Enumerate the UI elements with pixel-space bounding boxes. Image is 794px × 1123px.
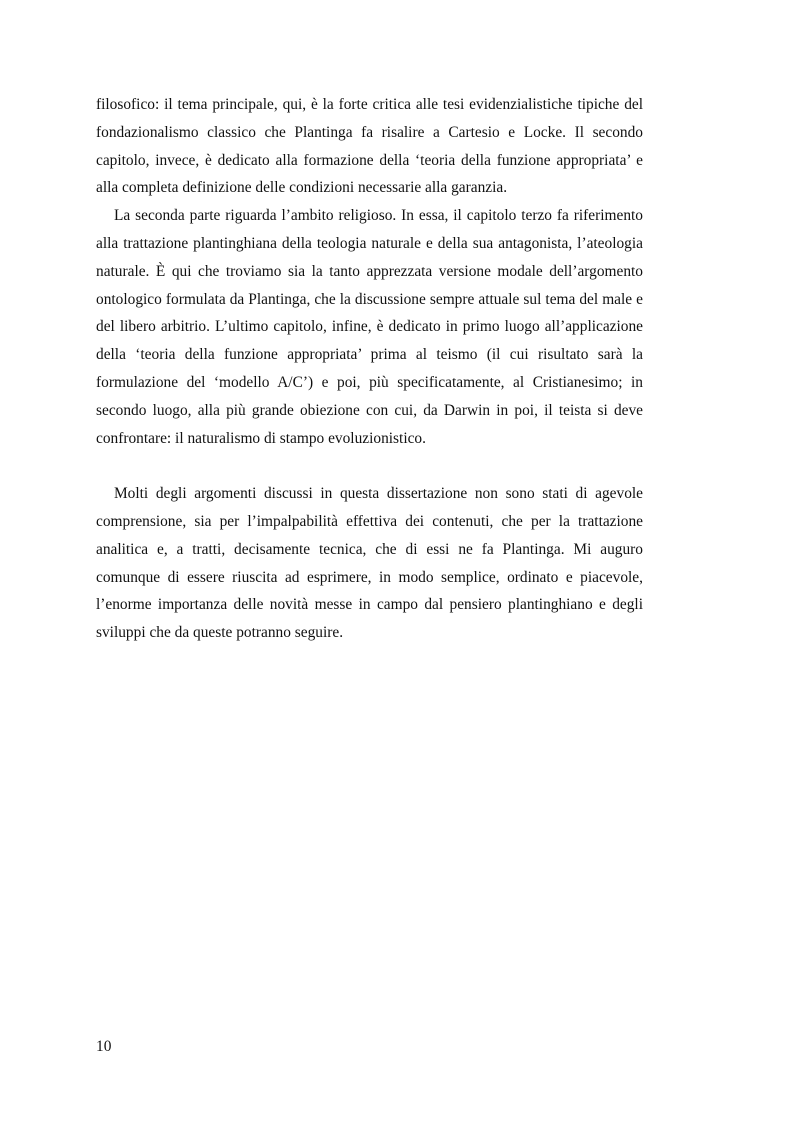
paragraph-continuation: filosofico: il tema principale, qui, è la forte critica alle tesi evidenzialistiche tipiche del fondazionalismo classico che Plantinga fa risalire a Cartesio e Locke. Il secondo capitolo, invece, è dedicato alla formazione della ‘teoria della funzione appropriata’ e alla completa definizione delle condizioni necessarie alla garanzia.	[96, 96, 643, 197]
body-text	[96, 91, 643, 647]
paragraph-spacer	[96, 452, 643, 480]
paragraph-second-part: La seconda parte riguarda l’ambito religioso. In essa, il capitolo terzo fa riferimento alla trattazione plantinghiana della teologia naturale e della sua antagonista, l’ateologia naturale. È qui che troviamo sia la tanto apprezzata versione modale dell’argomento ontologico formulata da Plantinga, che la discussione sempre attuale sul tema del male e del libero arbitrio. L’ultimo capitolo, infine, è dedicato in primo luogo all’applicazione della ‘teoria della funzione appropriata’ prima al teismo (il cui risultato sarà la formulazione del ‘modello A/C’) e poi, più specificatamente, al Cristianesimo; in secondo luogo, alla più grande obiezione con cui, da Darwin in poi, il teista si deve confrontare: il naturalismo di stampo evoluzionistico.	[96, 207, 643, 447]
page-number: 10	[96, 1038, 112, 1055]
paragraph-conclusion: Molti degli argomenti discussi in questa dissertazione non sono stati di agevole comprensione, sia per l’impalpabilità effettiva dei contenuti, che per la trattazione analitica e, a tratti, decisamente tecnica, che di essi ne fa Plantinga. Mi auguro comunque di essere riuscita ad esprimere, in modo semplice, ordinato e piacevole, l’enorme importanza delle novità messe in campo dal pensiero plantinghiano e degli sviluppi che da queste potranno seguire.	[96, 485, 643, 642]
